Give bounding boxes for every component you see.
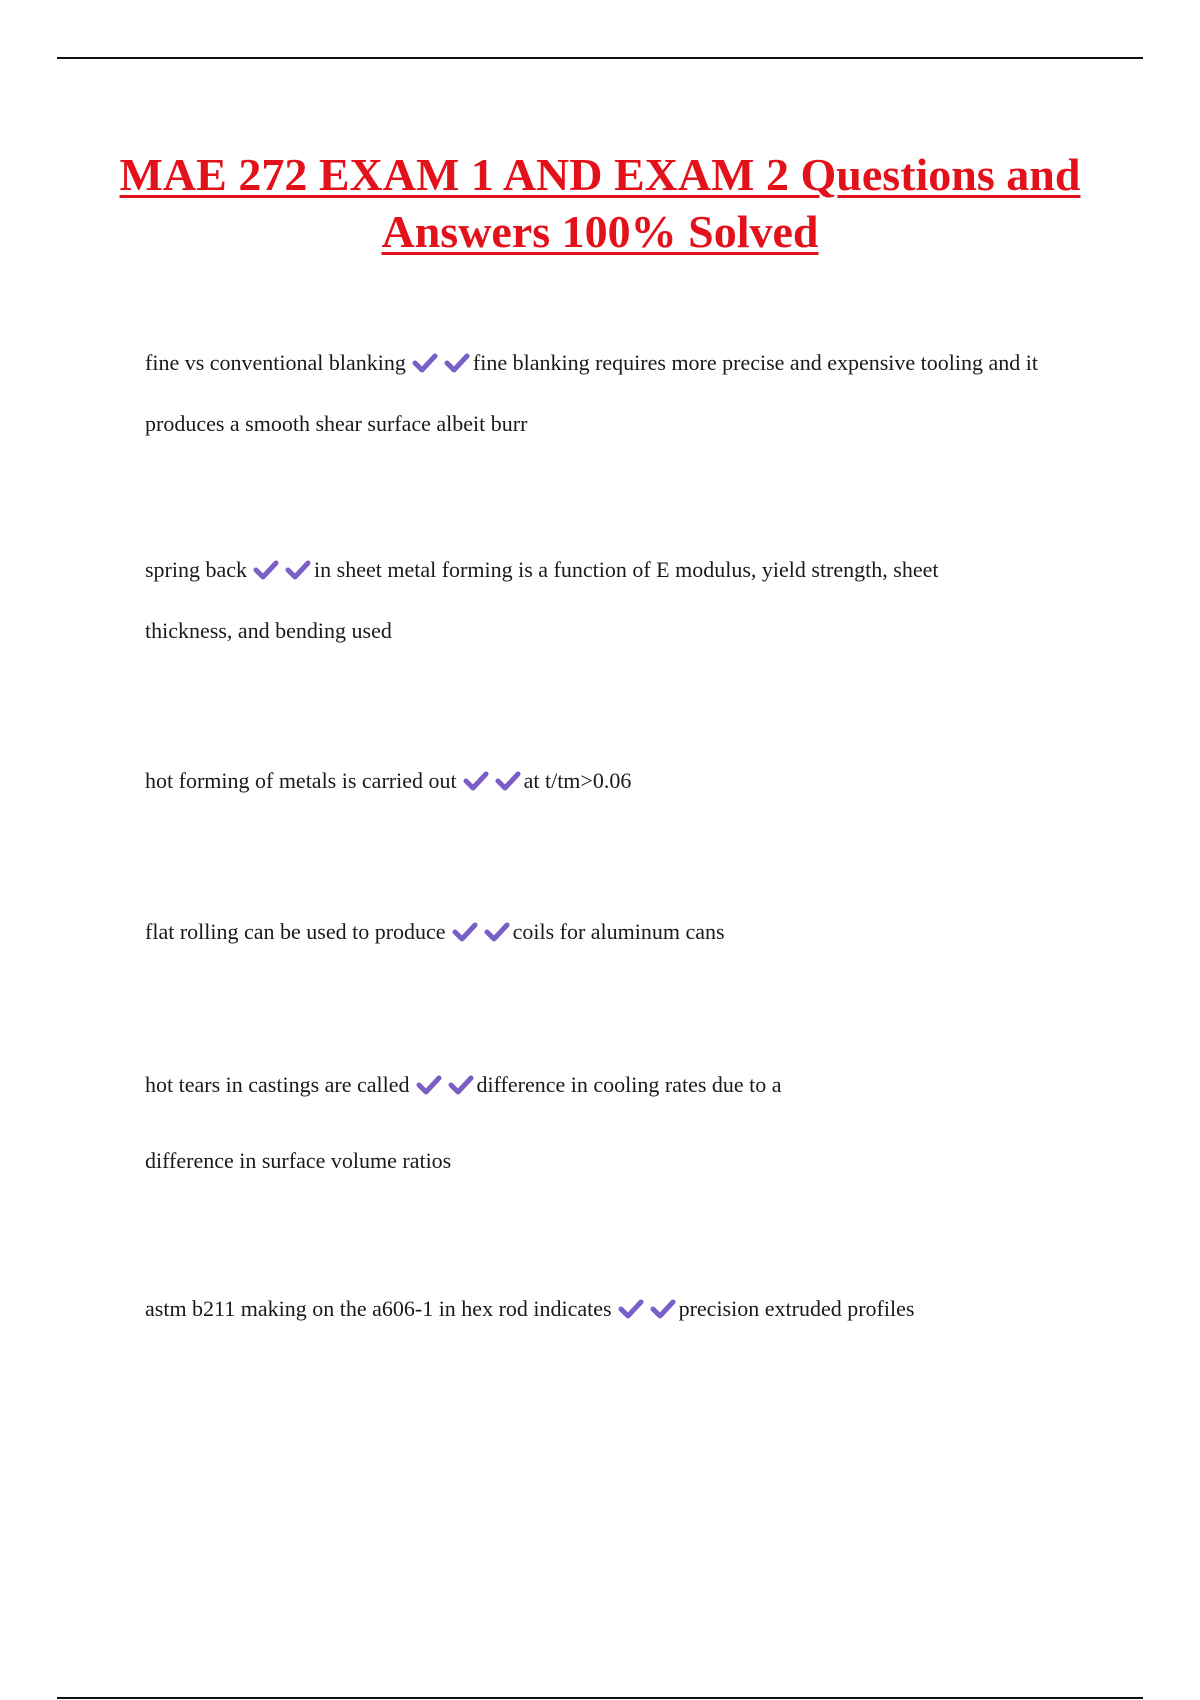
checkmark-icon — [416, 1075, 442, 1095]
question-text: hot tears in castings are called — [145, 1072, 410, 1097]
bottom-rule — [57, 1697, 1143, 1699]
qa-item-3 — [145, 750, 1075, 811]
answer-text: difference in cooling rates due to a difference in surface volume ratios — [145, 1072, 782, 1173]
qa-item-2 — [145, 539, 1025, 661]
top-rule — [57, 57, 1143, 59]
checkmark-icon — [650, 1299, 676, 1319]
answer-text: precision extruded profiles — [678, 1296, 915, 1321]
question-text: astm b211 making on the a606-1 in hex rod indicates — [145, 1296, 612, 1321]
answer-text: in sheet metal forming is a function of E modulus, yield strength, sheet thickness, and bending used — [145, 557, 939, 643]
checkmark-icon — [412, 353, 438, 373]
qa-item-4 — [145, 901, 1075, 962]
checkmark-icon — [452, 922, 478, 942]
qa-item-6 — [145, 1278, 1075, 1339]
answer-text: fine blanking requires more precise and expensive tooling and it produces a smooth shear surface albeit burr — [145, 350, 1038, 436]
checkmark-icon — [618, 1299, 644, 1319]
question-text: hot forming of metals is carried out — [145, 768, 457, 793]
checkmark-icon — [444, 353, 470, 373]
checkmark-icon — [495, 771, 521, 791]
answer-text: coils for aluminum cans — [512, 919, 725, 944]
document-title: MAE 272 EXAM 1 AND EXAM 2 Questions and Answers 100% Solved — [119, 149, 1081, 257]
checkmark-icon — [484, 922, 510, 942]
qa-item-1 — [145, 332, 1075, 454]
question-text: spring back — [145, 557, 248, 582]
checkmark-icon — [448, 1075, 474, 1095]
checkmark-icon — [285, 560, 311, 580]
answer-text: at t/tm>0.06 — [523, 768, 632, 793]
checkmark-icon — [253, 560, 279, 580]
checkmark-icon — [463, 771, 489, 791]
question-text: flat rolling can be used to produce — [145, 919, 446, 944]
qa-item-5 — [145, 1047, 875, 1199]
question-text: fine vs conventional blanking — [145, 350, 406, 375]
